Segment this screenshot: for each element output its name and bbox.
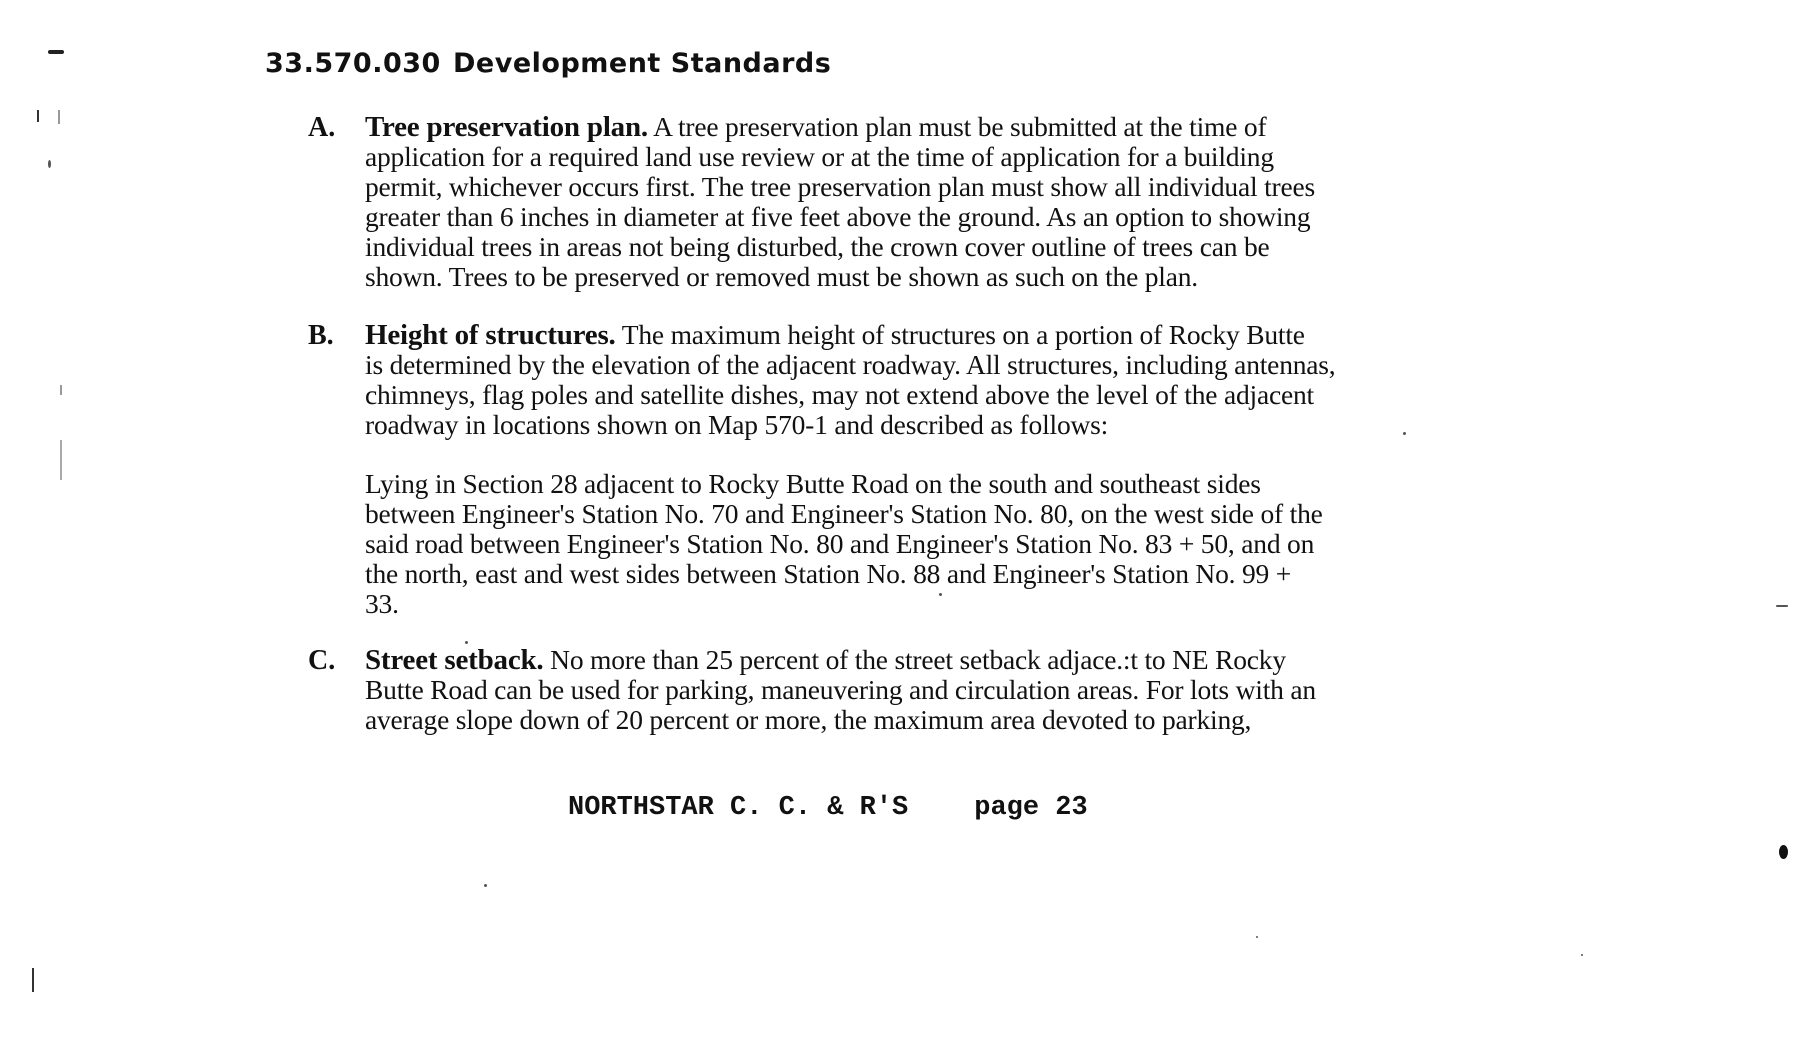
item-letter: C. bbox=[308, 645, 336, 676]
item-b-description bbox=[365, 469, 1475, 619]
scan-speck bbox=[1779, 845, 1788, 859]
text-line: Tree preservation plan. A tree preservation plan must be submitted at the time of bbox=[365, 111, 1267, 143]
item-lead: Street setback. bbox=[365, 644, 544, 676]
scan-speck bbox=[939, 593, 942, 596]
scan-mark bbox=[58, 110, 60, 124]
item-lead: Tree preservation plan. bbox=[365, 111, 648, 143]
text-line: between Engineer's Station No. 70 and Engineer's Station No. 80, on the west side of the bbox=[365, 498, 1323, 529]
scan-speck bbox=[1256, 936, 1258, 938]
text-line: greater than 6 inches in diameter at five feet above the ground. As an option to showing bbox=[365, 201, 1311, 232]
page-number: page 23 bbox=[974, 793, 1088, 823]
section-number: 33.570.030 bbox=[265, 48, 441, 79]
text-line: average slope down of 20 percent or more, the maximum area devoted to parking, bbox=[365, 704, 1252, 735]
section-title: Development Standards bbox=[453, 48, 832, 79]
item-lead: Height of structures. bbox=[365, 319, 616, 351]
scan-speck bbox=[1776, 605, 1788, 607]
scan-speck bbox=[48, 160, 51, 168]
text-line: the north, east and west sides between Station No. 88 and Engineer's Station No. 99 + bbox=[365, 558, 1292, 589]
text-line: Lying in Section 28 adjacent to Rocky Butte Road on the south and southeast sides bbox=[365, 468, 1261, 499]
text-line: shown. Trees to be preserved or removed must be shown as such on the plan. bbox=[365, 261, 1198, 292]
item-b-text bbox=[365, 320, 1475, 440]
text-line: chimneys, flag poles and satellite dishes, may not extend above the level of the adjacent bbox=[365, 379, 1314, 410]
scan-mark bbox=[32, 968, 34, 992]
page-footer bbox=[568, 793, 1088, 823]
text-line: application for a required land use review or at the time of application for a building bbox=[365, 141, 1274, 172]
text-line: 33. bbox=[365, 588, 399, 619]
text-line: permit, whichever occurs first. The tree preservation plan must show all individual trees bbox=[365, 171, 1316, 202]
text-line: said road between Engineer's Station No. 80 and Engineer's Station No. 83 + 50, and on bbox=[365, 528, 1315, 559]
item-letter: B. bbox=[308, 320, 334, 351]
text-line: roadway in locations shown on Map 570-1 and described as follows: bbox=[365, 409, 1109, 440]
section-heading bbox=[265, 48, 831, 79]
item-letter: A. bbox=[308, 112, 336, 143]
text-line: Height of structures. The maximum height of structures on a portion of Rocky Butte bbox=[365, 319, 1305, 351]
scan-speck bbox=[1403, 432, 1406, 435]
footer-title: NORTHSTAR C. C. & R'S bbox=[568, 793, 909, 823]
item-a-text bbox=[365, 112, 1475, 292]
scan-speck bbox=[465, 641, 468, 644]
text-line: Street setback. No more than 25 percent of the street setback adjace.:t to NE Rocky bbox=[365, 644, 1286, 676]
scan-speck bbox=[484, 884, 487, 887]
text-line: Butte Road can be used for parking, maneuvering and circulation areas. For lots with an bbox=[365, 674, 1316, 705]
scan-mark bbox=[60, 440, 62, 480]
scan-speck bbox=[48, 50, 64, 54]
scan-speck bbox=[1581, 954, 1583, 956]
scan-mark bbox=[60, 385, 62, 395]
text-line: individual trees in areas not being disturbed, the crown cover outline of trees can be bbox=[365, 231, 1270, 262]
item-c-text bbox=[365, 645, 1475, 735]
text-line: is determined by the elevation of the adjacent roadway. All structures, including antennas, bbox=[365, 349, 1336, 380]
scan-mark bbox=[37, 110, 39, 122]
